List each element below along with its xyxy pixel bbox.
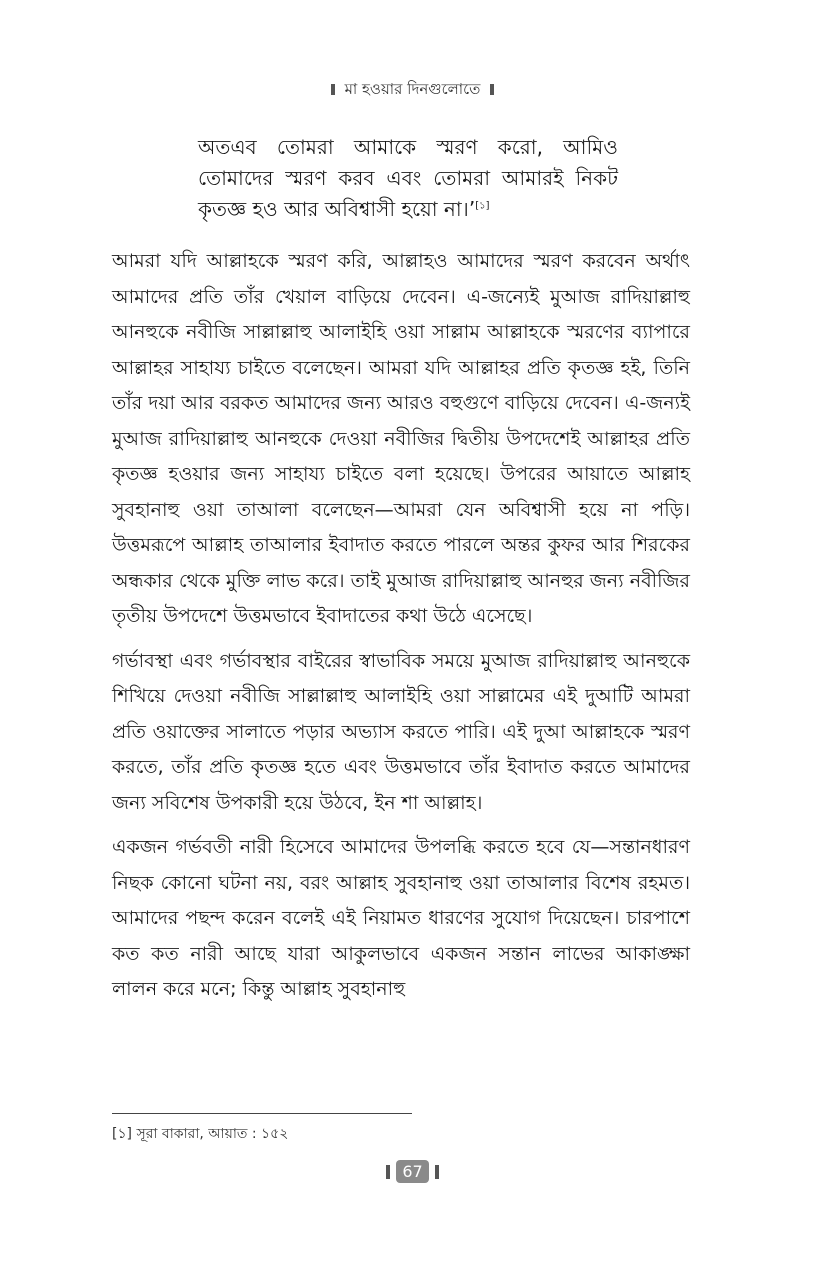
running-title: মা হওয়ার দিনগুলোতে [344, 80, 481, 98]
quote-block [198, 132, 618, 225]
running-header [0, 78, 825, 103]
page-number-right-bar [435, 1165, 439, 1179]
quote-line-3-wrap [198, 194, 618, 225]
page-number-left-bar [386, 1165, 390, 1179]
footnote: [১] সূরা বাকারা, আয়াত : ১৫২ [112, 1126, 289, 1142]
body-text [112, 244, 690, 1017]
quote-line-1: অতএব তোমরা আমাকে স্মরণ করো, আমিও [198, 135, 618, 159]
page-number-block [0, 1160, 825, 1183]
paragraph-2: গর্ভাবস্থা এবং গর্ভাবস্থার বাইরের স্বাভাবিক সময়ে মুআজ রাদিয়াল্লাহু আনহুকে শিখিয়ে দেওয়া নবীজি সাল্লাল্লাহু আলাইহি ওয়া সাল্লামের এই দুআটি আমরা প্রতি ওয়াক্তের সালাতে পড়ার অভ্যাস করতে পারি। এই দুআ আল্লাহকে স্মরণ করতে, তাঁর প্রতি কৃতজ্ঞ হতে এবং উত্তমভাবে তাঁর ইবাদাত করতে আমাদের জন্য সবিশেষ উপকারী হয়ে উঠবে, ইন শা আল্লাহ। [112, 649, 690, 814]
footnote-ref: [১] [475, 200, 490, 212]
header-left-bar [331, 84, 335, 95]
footnote-divider [112, 1113, 412, 1114]
paragraph-1: আমরা যদি আল্লাহকে স্মরণ করি, আল্লাহও আমাদের স্মরণ করবেন অর্থাৎ আমাদের প্রতি তাঁর খেয়াল বাড়িয়ে দেবেন। এ-জন্যেই মুআজ রাদিয়াল্লাহু আনহুকে নবীজি সাল্লাল্লাহু আলাইহি ওয়া সাল্লাম আল্লাহকে স্মরণের ব্যাপারে আল্লাহর সাহায্য চাইতে বলেছেন। আমরা যদি আল্লাহর প্রতি কৃতজ্ঞ হই, তিনি তাঁর দয়া আর বরকত আমাদের জন্য আরও বহুগুণে বাড়িয়ে দেবেন। এ-জন্যই মুআজ রাদিয়াল্লাহু আনহুকে দেওয়া নবীজির দ্বিতীয় উপদেশেই আল্লাহর প্রতি কৃতজ্ঞ হওয়ার জন্য সাহায্য চাইতে বলা হয়েছে। উপরের আয়াতে আল্লাহ সুবহানাহু ওয়া তাআলা বলেছেন—আমরা যেন অবিশ্বাসী হয়ে না পড়ি। উত্তমরূপে আল্লাহ তাআলার ইবাদাত করতে পারলে অন্তর কুফর আর শিরকের অন্ধকার থেকে মুক্তি লাভ করে। তাই মুআজ রাদিয়াল্লাহু আনহুর জন্য নবীজির তৃতীয় উপদেশে উত্তমভাবে ইবাদাতের কথা উঠে এসেছে। [112, 250, 690, 627]
quote-line-3: কৃতজ্ঞ হও আর অবিশ্বাসী হয়ো না।’ [198, 197, 476, 221]
header-right-bar [490, 84, 494, 95]
paragraph-3: একজন গর্ভবতী নারী হিসেবে আমাদের উপলব্ধি করতে হবে যে—সন্তানধারণ নিছক কোনো ঘটনা নয়, বরং আল্লাহ সুবহানাহু ওয়া তাআলার বিশেষ রহমত। আমাদের পছন্দ করেন বলেই এই নিয়ামত ধারণের সুযোগ দিয়েছেন। চারপাশে কত কত নারী আছে যারা আকুলভাবে একজন সন্তান লাভের আকাঙ্ক্ষা লালন করে মনে; কিন্তু আল্লাহ সুবহানাহু [112, 836, 690, 1000]
quote-line-2: তোমাদের স্মরণ করব এবং তোমরা আমারই নিকট [198, 166, 618, 190]
page-number: 67 [396, 1160, 428, 1183]
